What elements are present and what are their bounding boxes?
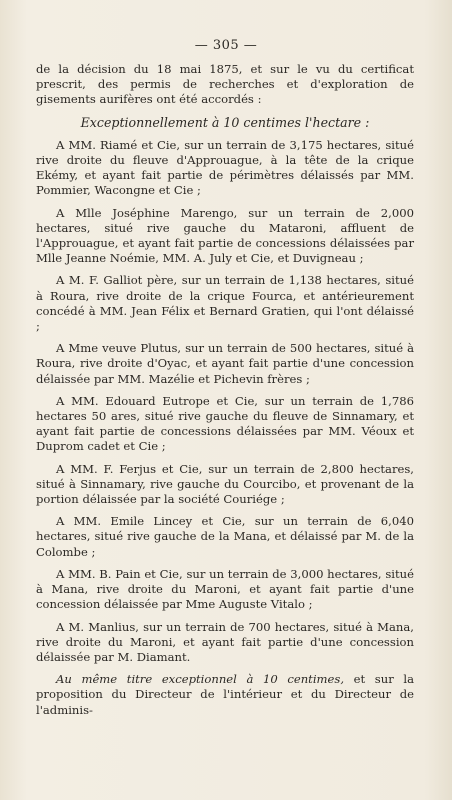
entry-paragraph: A MM. Riamé et Cie, sur un terrain de 3,175 hectares, situé rive droite du fleuve d'Approuague, à la tête de la crique Ekémy, et ayant fait partie de périmètres délaissés par MM. Pommier, Wacongne et Cie ; — [36, 137, 414, 198]
page-body — [36, 62, 414, 725]
page-number: — 305 — — [194, 38, 258, 53]
entry-paragraph: A Mme veuve Plutus, sur un terrain de 500 hectares, situé à Roura, rive droite d'Oyac, et ayant fait partie d'une concession délaissée par MM. Mazélie et Pichevin frères ; — [36, 341, 414, 386]
section-heading: Exceptionnellement à 10 centimes l'hectare : — [80, 114, 370, 130]
closing-text: et sur la proposition du Directeur de l'intérieur et du Directeur de l'adminis- — [36, 672, 414, 717]
entry-paragraph: A MM. F. Ferjus et Cie, sur un terrain de 2,800 hectares, situé à Sinnamary, rive gauche du Courcibo, et provenant de la portion délaissée par la société Couriége ; — [36, 461, 414, 507]
entry-paragraph: A MM. Edouard Eutrope et Cie, sur un terrain de 1,786 hectares 50 ares, situé rive gauche du fleuve de Sinnamary, et ayant fait partie de concessions délaissées par MM. Véoux et Duprom cadet et Cie ; — [36, 393, 414, 454]
entry-paragraph: A M. F. Galliot père, sur un terrain de 1,138 hectares, situé à Roura, rive droite de la crique Fourca, et antérieurement concédé à MM. Jean Félix et Bernard Gratien, qui l'ont délaissé ; — [36, 273, 414, 334]
closing-italic-text: Au même titre exceptionnel à 10 centimes, — [56, 672, 345, 687]
entry-paragraph: A MM. B. Pain et Cie, sur un terrain de 3,000 hectares, situé à Mana, rive droite du Maroni, et ayant fait partie d'une concession délaissée par Mme Auguste Vitalo ; — [36, 566, 414, 612]
intro-paragraph: de la décision du 18 mai 1875, et sur le vu du certificat prescrit, des permis de recherches et d'exploration de gisements aurifères ont été accordés : — [36, 62, 414, 107]
entry-paragraph: A MM. Emile Lincey et Cie, sur un terrain de 6,040 hectares, situé rive gauche de la Mana, et délaissé par M. de la Colombe ; — [36, 514, 414, 559]
closing-paragraph — [36, 672, 414, 718]
entry-paragraph: A M. Manlius, sur un terrain de 700 hectares, situé à Mana, rive droite du Maroni, et ayant fait partie d'une concession délaissée par M. Diamant. — [36, 619, 414, 664]
entry-paragraph: A Mlle Joséphine Marengo, sur un terrain de 2,000 hectares, situé rive gauche du Mataroni, affluent de l'Approuague, et ayant fait partie de concessions délaissées par Mlle Jeanne Noémie, MM. A. July et Cie, et Duvigneau ; — [36, 205, 414, 266]
